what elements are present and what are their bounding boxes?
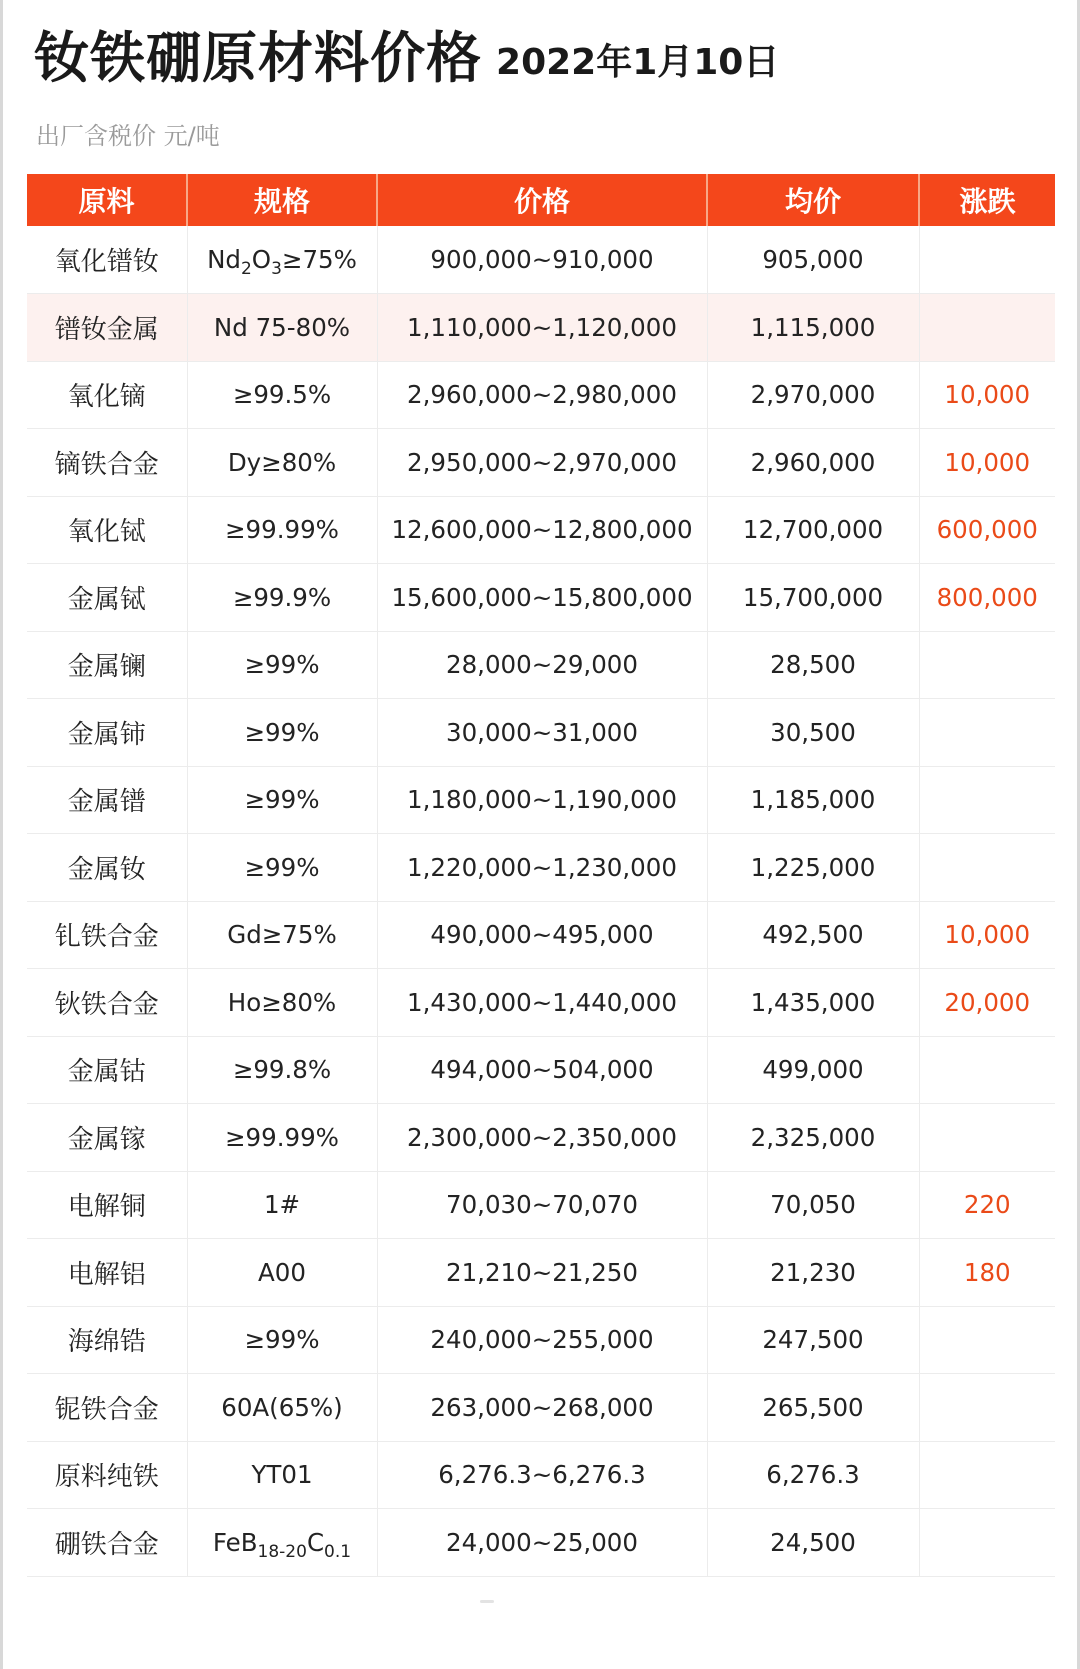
- price-range: 70,030~70,070: [377, 1171, 707, 1239]
- price-range: 1,220,000~1,230,000: [377, 834, 707, 902]
- spec-part: ≥75%: [281, 245, 357, 274]
- price-change: [919, 834, 1055, 902]
- price-change: 20,000: [919, 969, 1055, 1037]
- material-name: 镝铁合金: [27, 429, 187, 497]
- spec-cell: YT01: [187, 1441, 377, 1509]
- spec-cell: A00: [187, 1239, 377, 1307]
- price-range: 12,600,000~12,800,000: [377, 496, 707, 564]
- price-range: 30,000~31,000: [377, 699, 707, 767]
- price-change: [919, 766, 1055, 834]
- material-name: 金属镧: [27, 631, 187, 699]
- material-name: 镨钕金属: [27, 294, 187, 362]
- average-price: 24,500: [707, 1509, 919, 1577]
- average-price: 15,700,000: [707, 564, 919, 632]
- spec-cell: ≥99%: [187, 834, 377, 902]
- title-row: [34, 26, 779, 90]
- table-row: [27, 429, 1055, 497]
- material-name: 氧化镨钕: [27, 226, 187, 294]
- average-price: 265,500: [707, 1374, 919, 1442]
- price-range: 6,276.3~6,276.3: [377, 1441, 707, 1509]
- average-price: 247,500: [707, 1306, 919, 1374]
- table-row: [27, 294, 1055, 362]
- material-name: 氧化镝: [27, 361, 187, 429]
- price-table: [27, 174, 1055, 1577]
- average-price: 6,276.3: [707, 1441, 919, 1509]
- spec-cell: ≥99%: [187, 766, 377, 834]
- table-row: [27, 901, 1055, 969]
- table-row: [27, 564, 1055, 632]
- price-unit-note: 出厂含税价 元/吨: [36, 122, 220, 150]
- table-row: [27, 631, 1055, 699]
- average-price: 12,700,000: [707, 496, 919, 564]
- price-change: 10,000: [919, 429, 1055, 497]
- scroll-indicator: [480, 1600, 494, 1603]
- price-range: 2,300,000~2,350,000: [377, 1104, 707, 1172]
- material-name: 电解铜: [27, 1171, 187, 1239]
- material-name: 金属镓: [27, 1104, 187, 1172]
- spec-cell: ≥99.99%: [187, 496, 377, 564]
- price-change: 220: [919, 1171, 1055, 1239]
- average-price: 28,500: [707, 631, 919, 699]
- page-title: 钕铁硼原材料价格: [34, 26, 483, 90]
- title-date: 2022年1月10日: [496, 42, 780, 83]
- price-range: 24,000~25,000: [377, 1509, 707, 1577]
- price-change: [919, 1441, 1055, 1509]
- material-name: 原料纯铁: [27, 1441, 187, 1509]
- table-row: [27, 1509, 1055, 1577]
- spec-part: 18-20: [257, 1541, 307, 1562]
- material-name: 金属钕: [27, 834, 187, 902]
- average-price: 2,325,000: [707, 1104, 919, 1172]
- average-price: 1,185,000: [707, 766, 919, 834]
- table-row: [27, 1306, 1055, 1374]
- price-change: [919, 631, 1055, 699]
- table-row: [27, 226, 1055, 294]
- price-range: 28,000~29,000: [377, 631, 707, 699]
- average-price: 2,970,000: [707, 361, 919, 429]
- table-body: [27, 226, 1055, 1576]
- average-price: 30,500: [707, 699, 919, 767]
- average-price: 21,230: [707, 1239, 919, 1307]
- table-row: [27, 969, 1055, 1037]
- table-row: [27, 1374, 1055, 1442]
- price-range: 490,000~495,000: [377, 901, 707, 969]
- spec-cell: 1#: [187, 1171, 377, 1239]
- left-border: [0, 0, 3, 1669]
- table-row: [27, 766, 1055, 834]
- spec-cell: [187, 226, 377, 294]
- spec-part: C: [306, 1527, 325, 1557]
- price-range: 2,950,000~2,970,000: [377, 429, 707, 497]
- column-header-price: 价格: [377, 174, 707, 226]
- price-range: 1,110,000~1,120,000: [377, 294, 707, 362]
- material-name: 海绵锆: [27, 1306, 187, 1374]
- column-header-change: 涨跌: [919, 174, 1055, 226]
- spec-cell: ≥99.9%: [187, 564, 377, 632]
- spec-cell: 60A(65%): [187, 1374, 377, 1442]
- price-change: 10,000: [919, 901, 1055, 969]
- price-change: 600,000: [919, 496, 1055, 564]
- table-row: [27, 361, 1055, 429]
- price-change: [919, 1374, 1055, 1442]
- price-range: 900,000~910,000: [377, 226, 707, 294]
- price-range: 1,180,000~1,190,000: [377, 766, 707, 834]
- spec-cell: ≥99%: [187, 631, 377, 699]
- spec-cell: ≥99%: [187, 1306, 377, 1374]
- spec-cell: ≥99.8%: [187, 1036, 377, 1104]
- spec-part: 0.1: [324, 1541, 352, 1562]
- price-range: 240,000~255,000: [377, 1306, 707, 1374]
- average-price: 499,000: [707, 1036, 919, 1104]
- spec-part: O: [251, 245, 272, 274]
- spec-cell: [187, 1509, 377, 1577]
- table-row: [27, 834, 1055, 902]
- average-price: 492,500: [707, 901, 919, 969]
- material-name: 电解铝: [27, 1239, 187, 1307]
- table-header-row: [27, 174, 1055, 226]
- column-header-average: 均价: [707, 174, 919, 226]
- price-change: 10,000: [919, 361, 1055, 429]
- price-change: [919, 1036, 1055, 1104]
- table-row: [27, 1239, 1055, 1307]
- price-change: [919, 226, 1055, 294]
- spec-part: FeB: [212, 1527, 258, 1557]
- price-change: [919, 1509, 1055, 1577]
- material-name: 金属铽: [27, 564, 187, 632]
- price-change: [919, 1104, 1055, 1172]
- price-change: [919, 699, 1055, 767]
- price-range: 2,960,000~2,980,000: [377, 361, 707, 429]
- spec-part: 2: [240, 258, 252, 279]
- table-row: [27, 496, 1055, 564]
- table-row: [27, 699, 1055, 767]
- average-price: 905,000: [707, 226, 919, 294]
- material-name: 金属铈: [27, 699, 187, 767]
- table-row: [27, 1171, 1055, 1239]
- table-row: [27, 1036, 1055, 1104]
- column-header-material: 原料: [27, 174, 187, 226]
- spec-cell: Nd 75-80%: [187, 294, 377, 362]
- table-row: [27, 1441, 1055, 1509]
- spec-cell: ≥99.5%: [187, 361, 377, 429]
- spec-cell: Dy≥80%: [187, 429, 377, 497]
- price-range: 1,430,000~1,440,000: [377, 969, 707, 1037]
- material-name: 铌铁合金: [27, 1374, 187, 1442]
- material-name: 硼铁合金: [27, 1509, 187, 1577]
- price-change: 180: [919, 1239, 1055, 1307]
- price-range: 15,600,000~15,800,000: [377, 564, 707, 632]
- spec-part: Nd: [207, 245, 241, 274]
- average-price: 1,225,000: [707, 834, 919, 902]
- spec-cell: Ho≥80%: [187, 969, 377, 1037]
- average-price: 1,115,000: [707, 294, 919, 362]
- price-range: 21,210~21,250: [377, 1239, 707, 1307]
- price-range: 263,000~268,000: [377, 1374, 707, 1442]
- average-price: 70,050: [707, 1171, 919, 1239]
- spec-cell: Gd≥75%: [187, 901, 377, 969]
- price-change: [919, 294, 1055, 362]
- column-header-spec: 规格: [187, 174, 377, 226]
- average-price: 1,435,000: [707, 969, 919, 1037]
- price-table-container: [27, 174, 1055, 1577]
- price-change: 800,000: [919, 564, 1055, 632]
- material-name: 金属镨: [27, 766, 187, 834]
- spec-part: 3: [271, 258, 282, 279]
- spec-cell: ≥99.99%: [187, 1104, 377, 1172]
- spec-cell: ≥99%: [187, 699, 377, 767]
- material-name: 钬铁合金: [27, 969, 187, 1037]
- price-change: [919, 1306, 1055, 1374]
- material-name: 氧化铽: [27, 496, 187, 564]
- material-name: 钆铁合金: [27, 901, 187, 969]
- price-range: 494,000~504,000: [377, 1036, 707, 1104]
- material-name: 金属钴: [27, 1036, 187, 1104]
- average-price: 2,960,000: [707, 429, 919, 497]
- table-row: [27, 1104, 1055, 1172]
